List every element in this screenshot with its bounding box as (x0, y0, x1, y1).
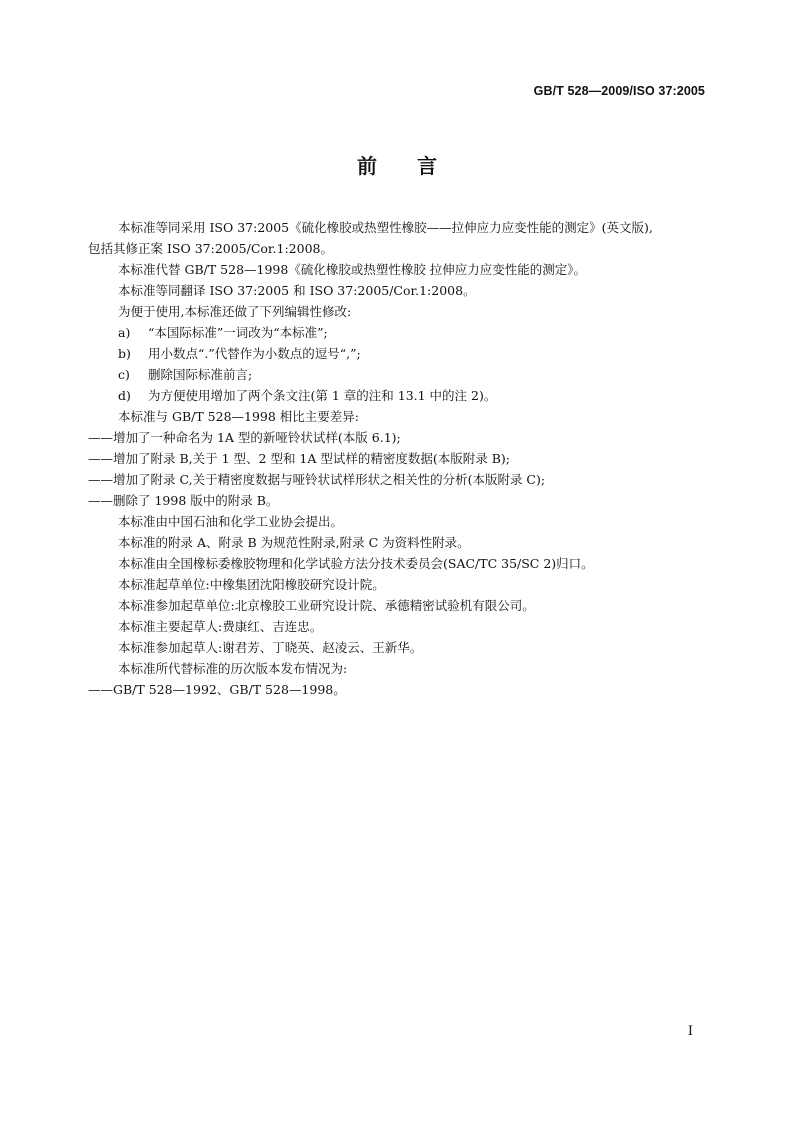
list-text: 为方便使用增加了两个条文注(第 1 章的注和 13.1 中的注 2)。 (148, 388, 497, 403)
list-item (118, 343, 710, 364)
paragraph-differences-intro: 本标准与 GB/T 528—1998 相比主要差异: (118, 409, 360, 424)
paragraph-drafting-unit: 本标准起草单位:中橡集团沈阳橡胶研究设计院。 (118, 577, 385, 592)
history-item: ——GB/T 528—1992、GB/T 528—1998。 (88, 682, 346, 697)
difference-item: ——增加了一种命名为 1A 型的新哑铃状试样(本版 6.1); (88, 430, 401, 445)
paragraph-annexes: 本标准的附录 A、附录 B 为规范性附录,附录 C 为资料性附录。 (118, 535, 470, 550)
difference-item: ——增加了附录 B,关于 1 型、2 型和 1A 型试样的精密度数据(本版附录 B); (88, 451, 511, 466)
paragraph-committee: 本标准由全国橡标委橡胶物理和化学试验方法分技术委员会(SAC/TC 35/SC 2)归口。 (118, 556, 594, 571)
paragraph-adoption-continued: 包括其修正案 ISO 37:2005/Cor.1:2008。 (88, 241, 333, 256)
paragraph-history-intro: 本标准所代替标准的历次版本发布情况为: (118, 661, 348, 676)
list-item (118, 385, 710, 406)
title-char-1: 前 (357, 154, 377, 178)
list-marker: a) (118, 325, 131, 340)
paragraph-translation: 本标准等同翻译 ISO 37:2005 和 ISO 37:2005/Cor.1:2008。 (118, 283, 476, 298)
list-item (118, 322, 710, 343)
standard-code-header: GB/T 528—2009/ISO 37:2005 (533, 84, 705, 98)
paragraph-participating-units: 本标准参加起草单位:北京橡胶工业研究设计院、承德精密试验机有限公司。 (118, 598, 535, 613)
list-text: 删除国际标准前言; (148, 367, 253, 382)
list-marker: d) (118, 388, 131, 403)
page-number: I (687, 1024, 693, 1039)
foreword-body (88, 217, 710, 700)
list-item (118, 364, 710, 385)
list-marker: c) (118, 367, 130, 382)
paragraph-adoption: 本标准等同采用 ISO 37:2005《硫化橡胶或热塑性橡胶——拉伸应力应变性能的测定》(英文版), (118, 220, 653, 235)
list-text: “本国际标准”一词改为“本标准”; (148, 325, 328, 340)
page-title (0, 150, 794, 179)
list-marker: b) (118, 346, 131, 361)
paragraph-proposer: 本标准由中国石油和化学工业协会提出。 (118, 514, 344, 529)
paragraph-main-drafters: 本标准主要起草人:费康红、吉连忠。 (118, 619, 323, 634)
paragraph-replaces: 本标准代替 GB/T 528—1998《硫化橡胶或热塑性橡胶 拉伸应力应变性能的测定》。 (118, 262, 587, 277)
difference-item: ——增加了附录 C,关于精密度数据与哑铃状试样形状之相关性的分析(本版附录 C); (88, 472, 546, 487)
difference-item: ——删除了 1998 版中的附录 B。 (88, 493, 279, 508)
paragraph-participating-drafters: 本标准参加起草人:谢君芳、丁晓英、赵凌云、王新华。 (118, 640, 423, 655)
list-text: 用小数点“.”代替作为小数点的逗号“,”; (148, 346, 361, 361)
title-char-2: 言 (417, 154, 437, 178)
paragraph-edits-intro: 为便于使用,本标准还做了下列编辑性修改: (118, 304, 352, 319)
